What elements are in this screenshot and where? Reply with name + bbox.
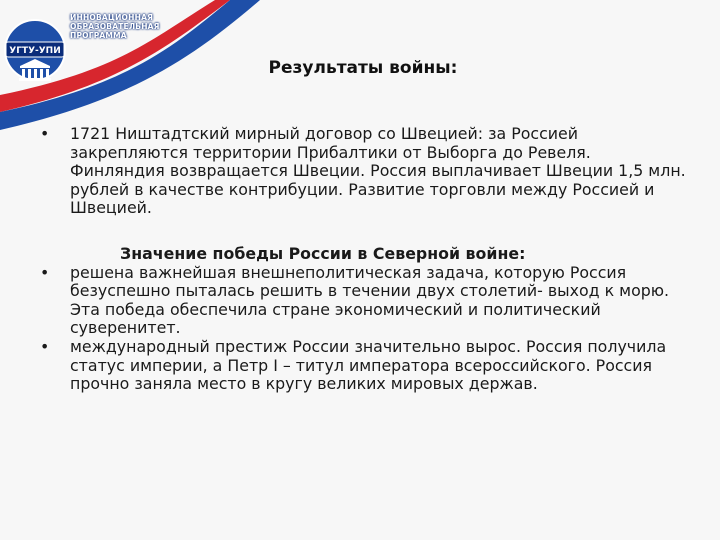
bullet-dot-icon: • [40, 262, 50, 282]
logo-line-3: ПРОГРАММА [70, 31, 127, 40]
list-item-text: 1721 Ништадтский мирный договор со Швецией: за Россией закрепляются территории Прибалтики от Выборга до Ревеля. Финляндия возвращается Швеции. Россия выплачивает Швеции 1,5 млн. рублей в качестве контрибуции. Развитие торговли между Россией и Швецией. [70, 124, 686, 218]
list-item [40, 125, 688, 218]
logo-badge-text: УГТУ-УПИ [9, 46, 61, 56]
university-building-icon [2, 4, 72, 96]
bullet-dot-icon: • [40, 124, 50, 143]
slide-content [40, 125, 688, 394]
list-item [40, 338, 688, 394]
list-item [40, 264, 688, 338]
section-subheading: Значение победы России в Северной войне: [120, 243, 526, 263]
university-logo [2, 4, 172, 96]
list-item-text: международный престиж России значительно вырос. Россия получила статус империи, а Петр I – титул императора всероссийского. Россия прочно заняла место в кругу великих мировых держав. [70, 336, 667, 394]
logo-caption [70, 13, 170, 40]
logo-line-2: ОБРАЗОВАТЕЛЬНАЯ [70, 22, 160, 31]
slide-title: Результаты войны: [268, 58, 458, 78]
list-item-text: решена важнейшая внешнеполитическая задача, которую Россия безуспешно пыталась решить в течении двух столетий- выход к морю. Эта победа обеспечила стране экономический и политический суверенитет. [70, 262, 670, 338]
bullet-dot-icon: • [40, 336, 50, 356]
logo-line-1: ИННОВАЦИОННАЯ [70, 13, 154, 22]
